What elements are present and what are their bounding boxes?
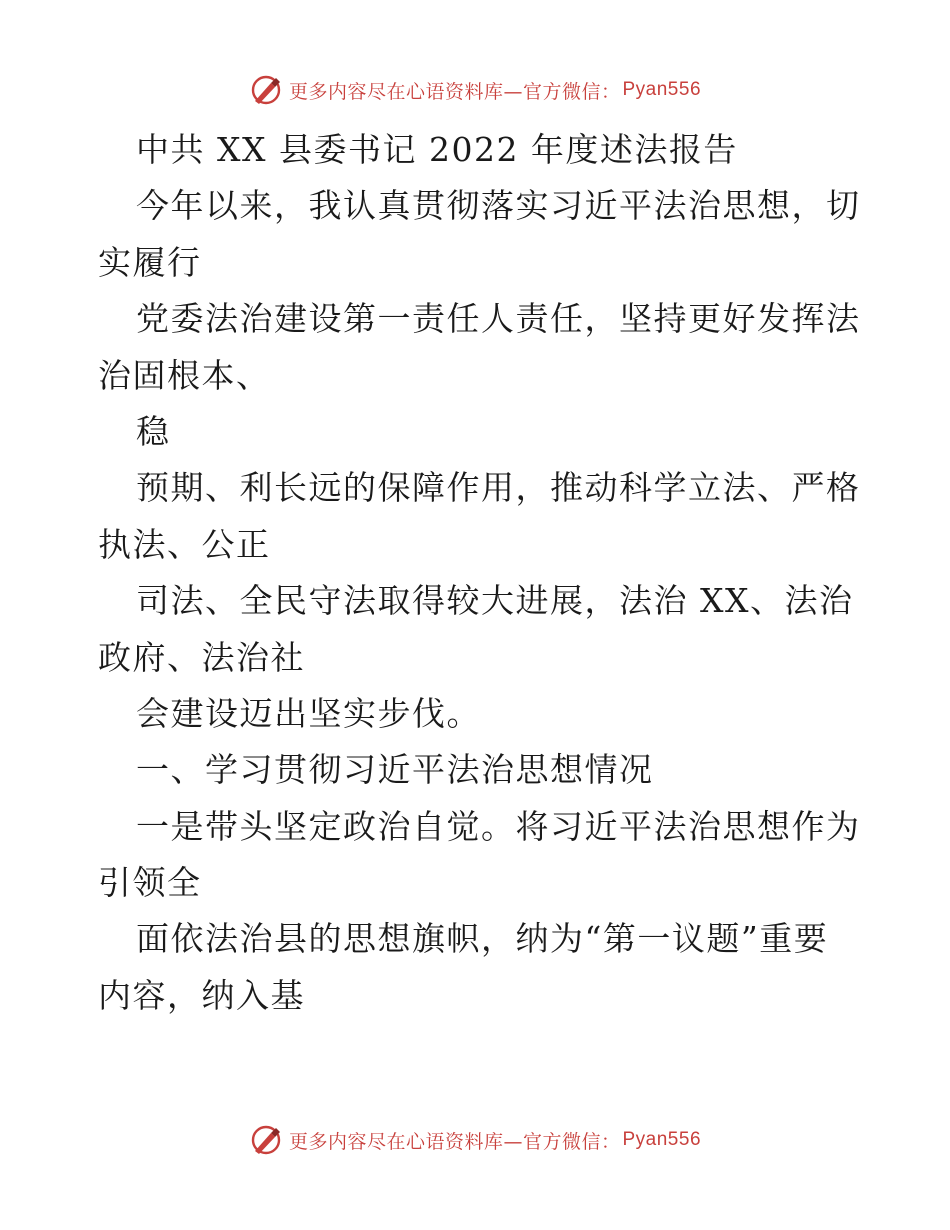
text-line: 面依法治县的思想旗帜，纳为“第一议题”重要: [136, 919, 829, 959]
pen-logo-icon: [249, 1123, 283, 1157]
footer-watermark: [0, 1120, 950, 1160]
text-line: 一、学习贯彻习近平法治思想情况: [136, 750, 654, 790]
text-line: 中共 XX 县委书记 2022 年度述法报告: [136, 130, 738, 169]
text-line: 党委法治建设第一责任人责任，坚持更好发挥法: [136, 299, 861, 339]
text-line: 政府、法治社: [98, 637, 305, 677]
pen-logo-icon: [249, 73, 283, 107]
watermark-text: 更多内容尽在心语资料库—官方微信：: [288, 80, 621, 103]
text-line: 治固根本、: [98, 355, 271, 395]
text-line: 一是带头坚定政治自觉。将习近平法治思想作为: [136, 806, 861, 846]
header-watermark: [0, 70, 950, 110]
text-line: 稳: [136, 411, 171, 451]
text-line: 内容，纳入基: [98, 975, 305, 1015]
text-line: 执法、公正: [98, 524, 271, 564]
text-line: 司法、全民守法取得较大进展，法治 XX、法治: [136, 581, 854, 621]
text-line: 实履行: [98, 242, 202, 282]
text-line: 预期、利长远的保障作用，推动科学立法、严格: [136, 468, 861, 508]
text-line: 引领全: [98, 863, 202, 903]
watermark-wechat-id: Pyan556: [622, 79, 702, 100]
text-line: 今年以来，我认真贯彻落实习近平法治思想，切: [136, 186, 861, 226]
watermark-text: 更多内容尽在心语资料库—官方微信：: [288, 1130, 621, 1153]
text-line: 会建设迈出坚实步伐。: [136, 693, 481, 733]
watermark-wechat-id: Pyan556: [622, 1129, 702, 1150]
document-body: [98, 122, 861, 1024]
